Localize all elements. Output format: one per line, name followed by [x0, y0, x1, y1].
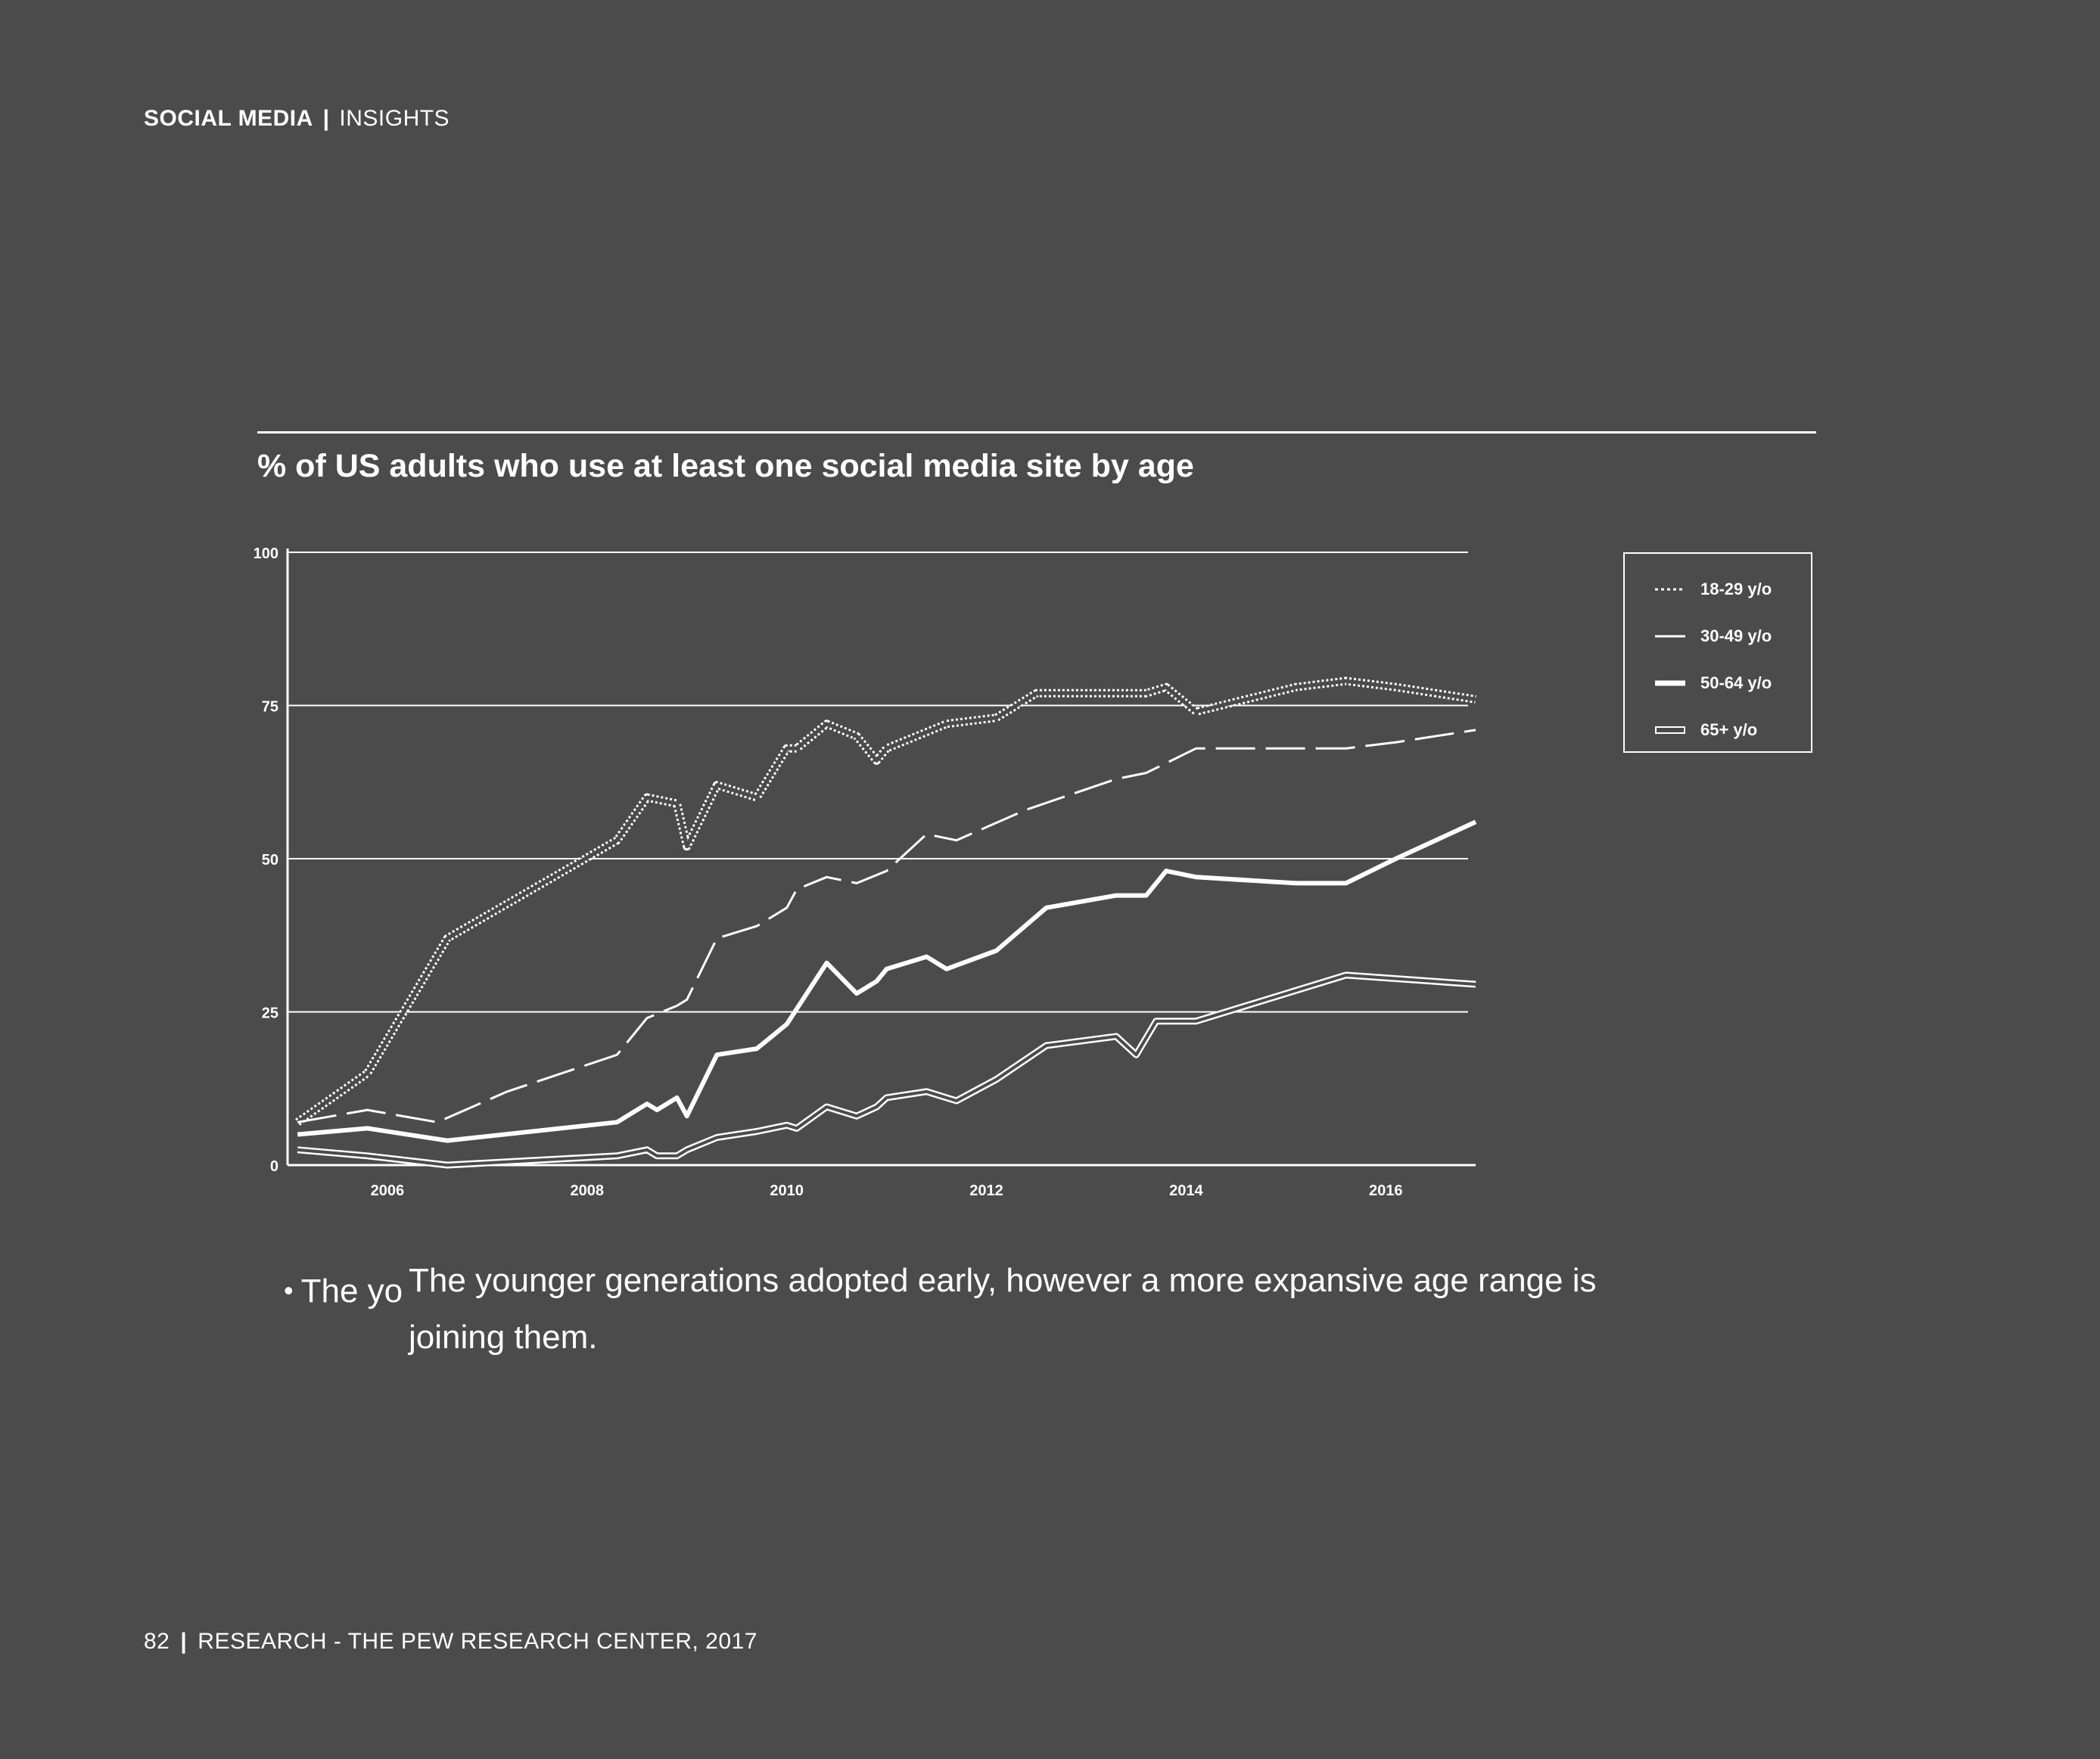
chart-title: % of US adults who use at least one social media site by age: [257, 448, 1194, 484]
subsection-title: INSIGHTS: [339, 106, 450, 131]
series-dotted: [297, 681, 1476, 1122]
series-line-30-49: [297, 730, 1476, 1122]
series-dashed: [297, 730, 1476, 1122]
section-title: SOCIAL MEDIA: [144, 106, 313, 131]
legend-swatch-thick: [1655, 679, 1685, 688]
x-tick-label: 2008: [570, 1183, 605, 1199]
x-tick-label: 2016: [1369, 1183, 1403, 1199]
legend-item-50-64: [1655, 672, 1772, 695]
y-tick-label: 75: [261, 698, 278, 716]
page-number: 82: [144, 1629, 170, 1654]
legend-swatch-dashed: [1655, 632, 1685, 641]
bullet-dot: •: [284, 1275, 294, 1306]
y-tick-label: 100: [253, 545, 278, 562]
legend-item-30-49: [1655, 625, 1772, 648]
legend-label: 65+ y/o: [1700, 720, 1758, 739]
caption-bullet: [284, 1262, 403, 1319]
chart-grid: [288, 552, 1468, 1012]
footer-source: RESEARCH - THE PEW RESEARCH CENTER, 2017: [198, 1629, 758, 1654]
y-tick-label: 25: [261, 1005, 278, 1022]
x-tick-label: 2006: [370, 1183, 405, 1199]
x-tick-label: 2010: [770, 1183, 804, 1199]
legend-item-18-29: [1655, 578, 1772, 601]
legend-swatch-dotted: [1655, 585, 1685, 594]
series-line-18-29-inner: [297, 681, 1476, 1122]
chart-axes: [254, 545, 1476, 1199]
footer-separator: |: [180, 1629, 188, 1654]
legend-label: 50-64 y/o: [1700, 673, 1772, 692]
chart-legend: [1623, 552, 1812, 753]
chart-caption: The younger generations adopted early, however a more expansive age range is joining them.: [409, 1262, 1597, 1356]
legend-label: 18-29 y/o: [1700, 580, 1772, 598]
caption-fragment: The yo: [300, 1273, 403, 1310]
legend-swatch-double: [1655, 726, 1685, 735]
x-tick-label: 2012: [969, 1183, 1003, 1199]
y-tick-label: 50: [261, 852, 278, 869]
page-footer: [144, 1629, 758, 1655]
legend-label: 30-49 y/o: [1700, 626, 1772, 645]
legend-item-65-plus: [1655, 719, 1757, 741]
x-tick-label: 2014: [1169, 1183, 1203, 1199]
chart-series: [297, 681, 1476, 1165]
header-separator: |: [322, 106, 330, 131]
y-tick-label: 0: [269, 1158, 278, 1175]
